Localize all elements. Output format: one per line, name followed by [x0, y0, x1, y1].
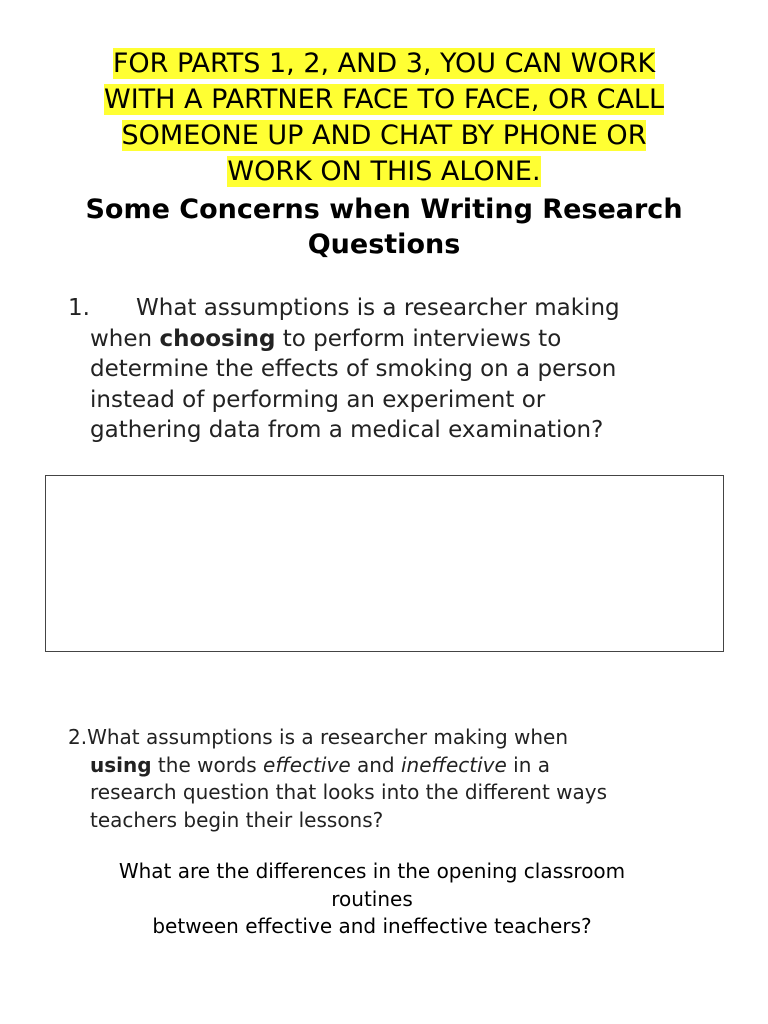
- question-1-line: instead of performing an experiment or: [90, 386, 546, 413]
- example-line: What are the differences in the opening classroom: [118, 859, 626, 883]
- emphasis-choosing: choosing: [159, 325, 276, 352]
- banner-line: FOR PARTS 1, 2, AND 3, YOU CAN WORK: [112, 48, 656, 79]
- question-2-number: 2.: [68, 725, 88, 749]
- question-1-text: when: [90, 325, 160, 352]
- question-1-text: to perform interviews to: [275, 325, 562, 352]
- question-2-text: in a: [506, 752, 550, 777]
- question-2-line: teachers begin their lessons?: [90, 807, 384, 832]
- question-1-first-line: [68, 293, 708, 324]
- question-1-number: 1.: [68, 295, 90, 321]
- instructions-banner: [30, 46, 738, 190]
- question-2-text: What assumptions is a researcher making when: [87, 725, 569, 749]
- question-1-line: gathering data from a medical examination?: [90, 417, 604, 443]
- emphasis-ineffective: ineffective: [400, 752, 507, 777]
- answer-text-box[interactable]: [45, 475, 724, 652]
- question-2-text: the words: [151, 752, 264, 777]
- question-1: [68, 293, 708, 446]
- question-2-first-line: [68, 724, 708, 752]
- title-line: Some Concerns when Writing Research: [85, 194, 683, 225]
- example-line: routines: [331, 886, 413, 911]
- question-2: [68, 724, 708, 834]
- question-2-line: [68, 752, 708, 780]
- banner-line: WORK ON THIS ALONE.: [227, 156, 541, 187]
- example-line: between effective and ineffective teachers?: [152, 914, 592, 938]
- emphasis-effective: effective: [263, 752, 351, 777]
- banner-line: WITH A PARTNER FACE TO FACE, OR CALL: [104, 84, 664, 115]
- question-1-line: determine the effects of smoking on a person: [90, 356, 617, 382]
- question-2-line: research question that looks into the different ways: [90, 780, 608, 804]
- banner-line: SOMEONE UP AND CHAT BY PHONE OR: [121, 120, 647, 151]
- example-research-question: [60, 858, 684, 941]
- question-2-text: and: [350, 752, 401, 777]
- page-title: [20, 192, 748, 262]
- emphasis-using: using: [90, 752, 152, 777]
- question-1-text: What assumptions is a researcher making: [136, 295, 620, 321]
- title-line: Questions: [307, 229, 461, 260]
- question-1-line: [68, 324, 708, 355]
